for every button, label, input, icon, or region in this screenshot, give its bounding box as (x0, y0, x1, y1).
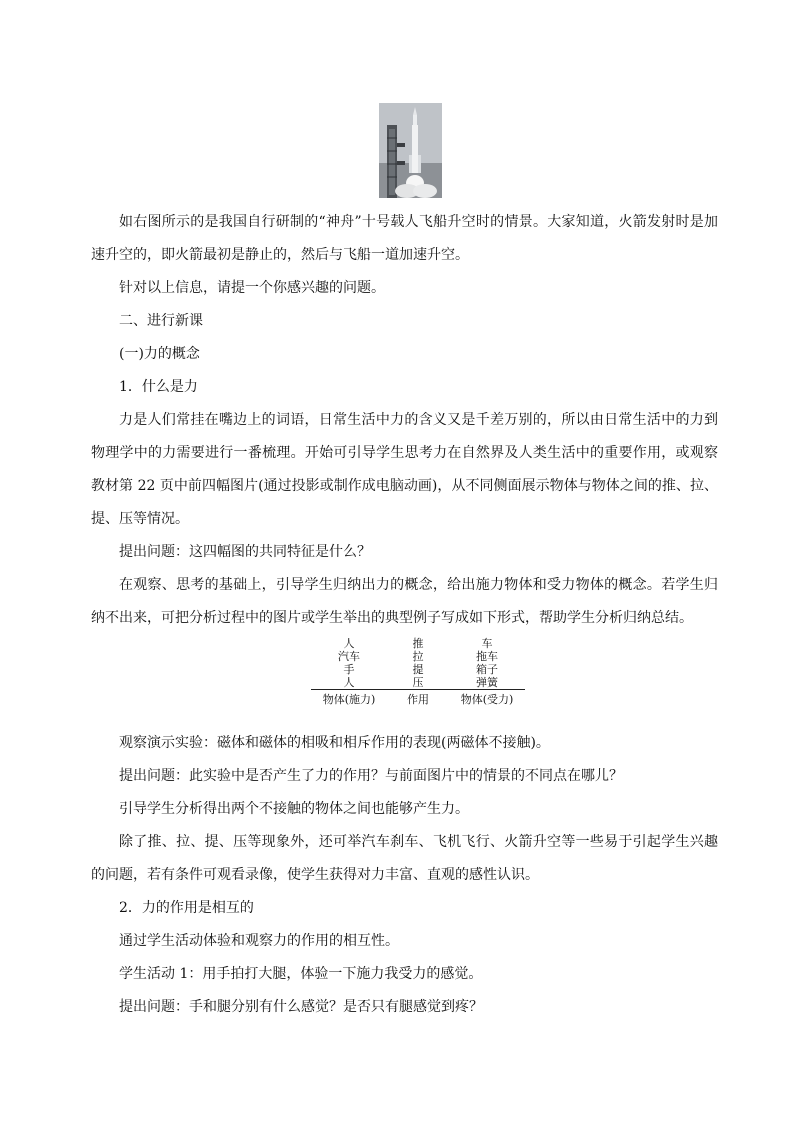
rocket-launch-icon (379, 103, 442, 198)
table-cell: 拖车 (476, 650, 498, 663)
table-cell: 人 (343, 676, 355, 689)
force-table (311, 637, 525, 706)
table-cell: 推 (412, 637, 424, 650)
table-footer-cell: 作用 (387, 690, 449, 707)
paragraph-intro: 如右图所示的是我国自行研制的“神舟”十号载人飞船升空时的情景。大家知道，火箭发射时是加速升空的，即火箭最初是静止的，然后与飞船一道加速升空。 (91, 214, 718, 263)
table-cell: 人 (343, 637, 355, 650)
table-footer-cell: 物体(施力) (311, 690, 387, 707)
paragraph-activity-1: 学生活动 1：用手拍打大腿，体验一下施力我受力的感觉。 (119, 966, 483, 982)
table-cell: 手 (343, 663, 355, 676)
table-row (311, 650, 525, 663)
table-row (311, 663, 525, 676)
paragraph-activity-intro: 通过学生活动体验和观察力的作用的相互性。 (119, 933, 399, 949)
table-footer-cell: 物体(受力) (449, 690, 525, 707)
force-table-wrap (91, 637, 718, 723)
table-cell: 车 (481, 637, 493, 650)
section-heading: 二、进行新课 (119, 313, 203, 329)
paragraph-activity-question: 提出问题：手和腿分别有什么感觉？是否只有腿感觉到疼？ (119, 999, 483, 1015)
table-row (311, 676, 525, 690)
table-cell: 箱子 (476, 663, 498, 676)
table-footer-row (311, 690, 525, 707)
table-cell: 拉 (412, 650, 424, 663)
paragraph-question-prompt: 针对以上信息，请提一个你感兴趣的问题。 (119, 280, 385, 296)
item-heading: 1．什么是力 (119, 379, 198, 395)
table-cell: 弹簧 (476, 676, 498, 689)
paragraph-demo-question: 提出问题：此实验中是否产生了力的作用？与前面图片中的情景的不同点在哪儿？ (119, 768, 623, 784)
table-cell: 汽车 (338, 650, 360, 663)
table-row (311, 637, 525, 650)
table-cell: 压 (412, 676, 424, 689)
rocket-launch-photo (379, 103, 442, 198)
paragraph-demo: 观察演示实验：磁体和磁体的相吸和相斥作用的表现(两磁体不接触)。 (119, 735, 550, 751)
subsection-heading: (一)力的概念 (119, 346, 200, 362)
paragraph-guide: 在观察、思考的基础上，引导学生归纳出力的概念，给出施力物体和受力物体的概念。若学生归纳不出来，可把分析过程中的图片或学生举出的典型例子写成如下形式，帮助学生分析归纳总结。 (91, 577, 718, 626)
table-cell: 提 (412, 663, 424, 676)
document-body (91, 206, 718, 1024)
item-heading-2: 2．力的作用是相互的 (119, 900, 254, 916)
paragraph-conclusion: 引导学生分析得出两个不接触的物体之间也能够产生力。 (119, 801, 469, 817)
paragraph-force-meaning: 力是人们常挂在嘴边上的词语，日常生活中力的含义又是千差万别的，所以由日常生活中的力到物理学中的力需要进行一番梳理。开始可引导学生思考力在自然界及人类生活中的重要作用，或观察教材第 22 页中前四幅图片(通过投影或制作成电脑动画)，从不同侧面展示物体与物体之间的推、拉、提、压等情况。 (91, 412, 718, 527)
paragraph-question: 提出问题：这四幅图的共同特征是什么？ (119, 544, 371, 560)
paragraph-examples: 除了推、拉、提、压等现象外，还可举汽车刹车、飞机飞行、火箭升空等一些易于引起学生兴趣的问题，若有条件可观看录像，使学生获得对力丰富、直观的感性认识。 (91, 834, 718, 883)
